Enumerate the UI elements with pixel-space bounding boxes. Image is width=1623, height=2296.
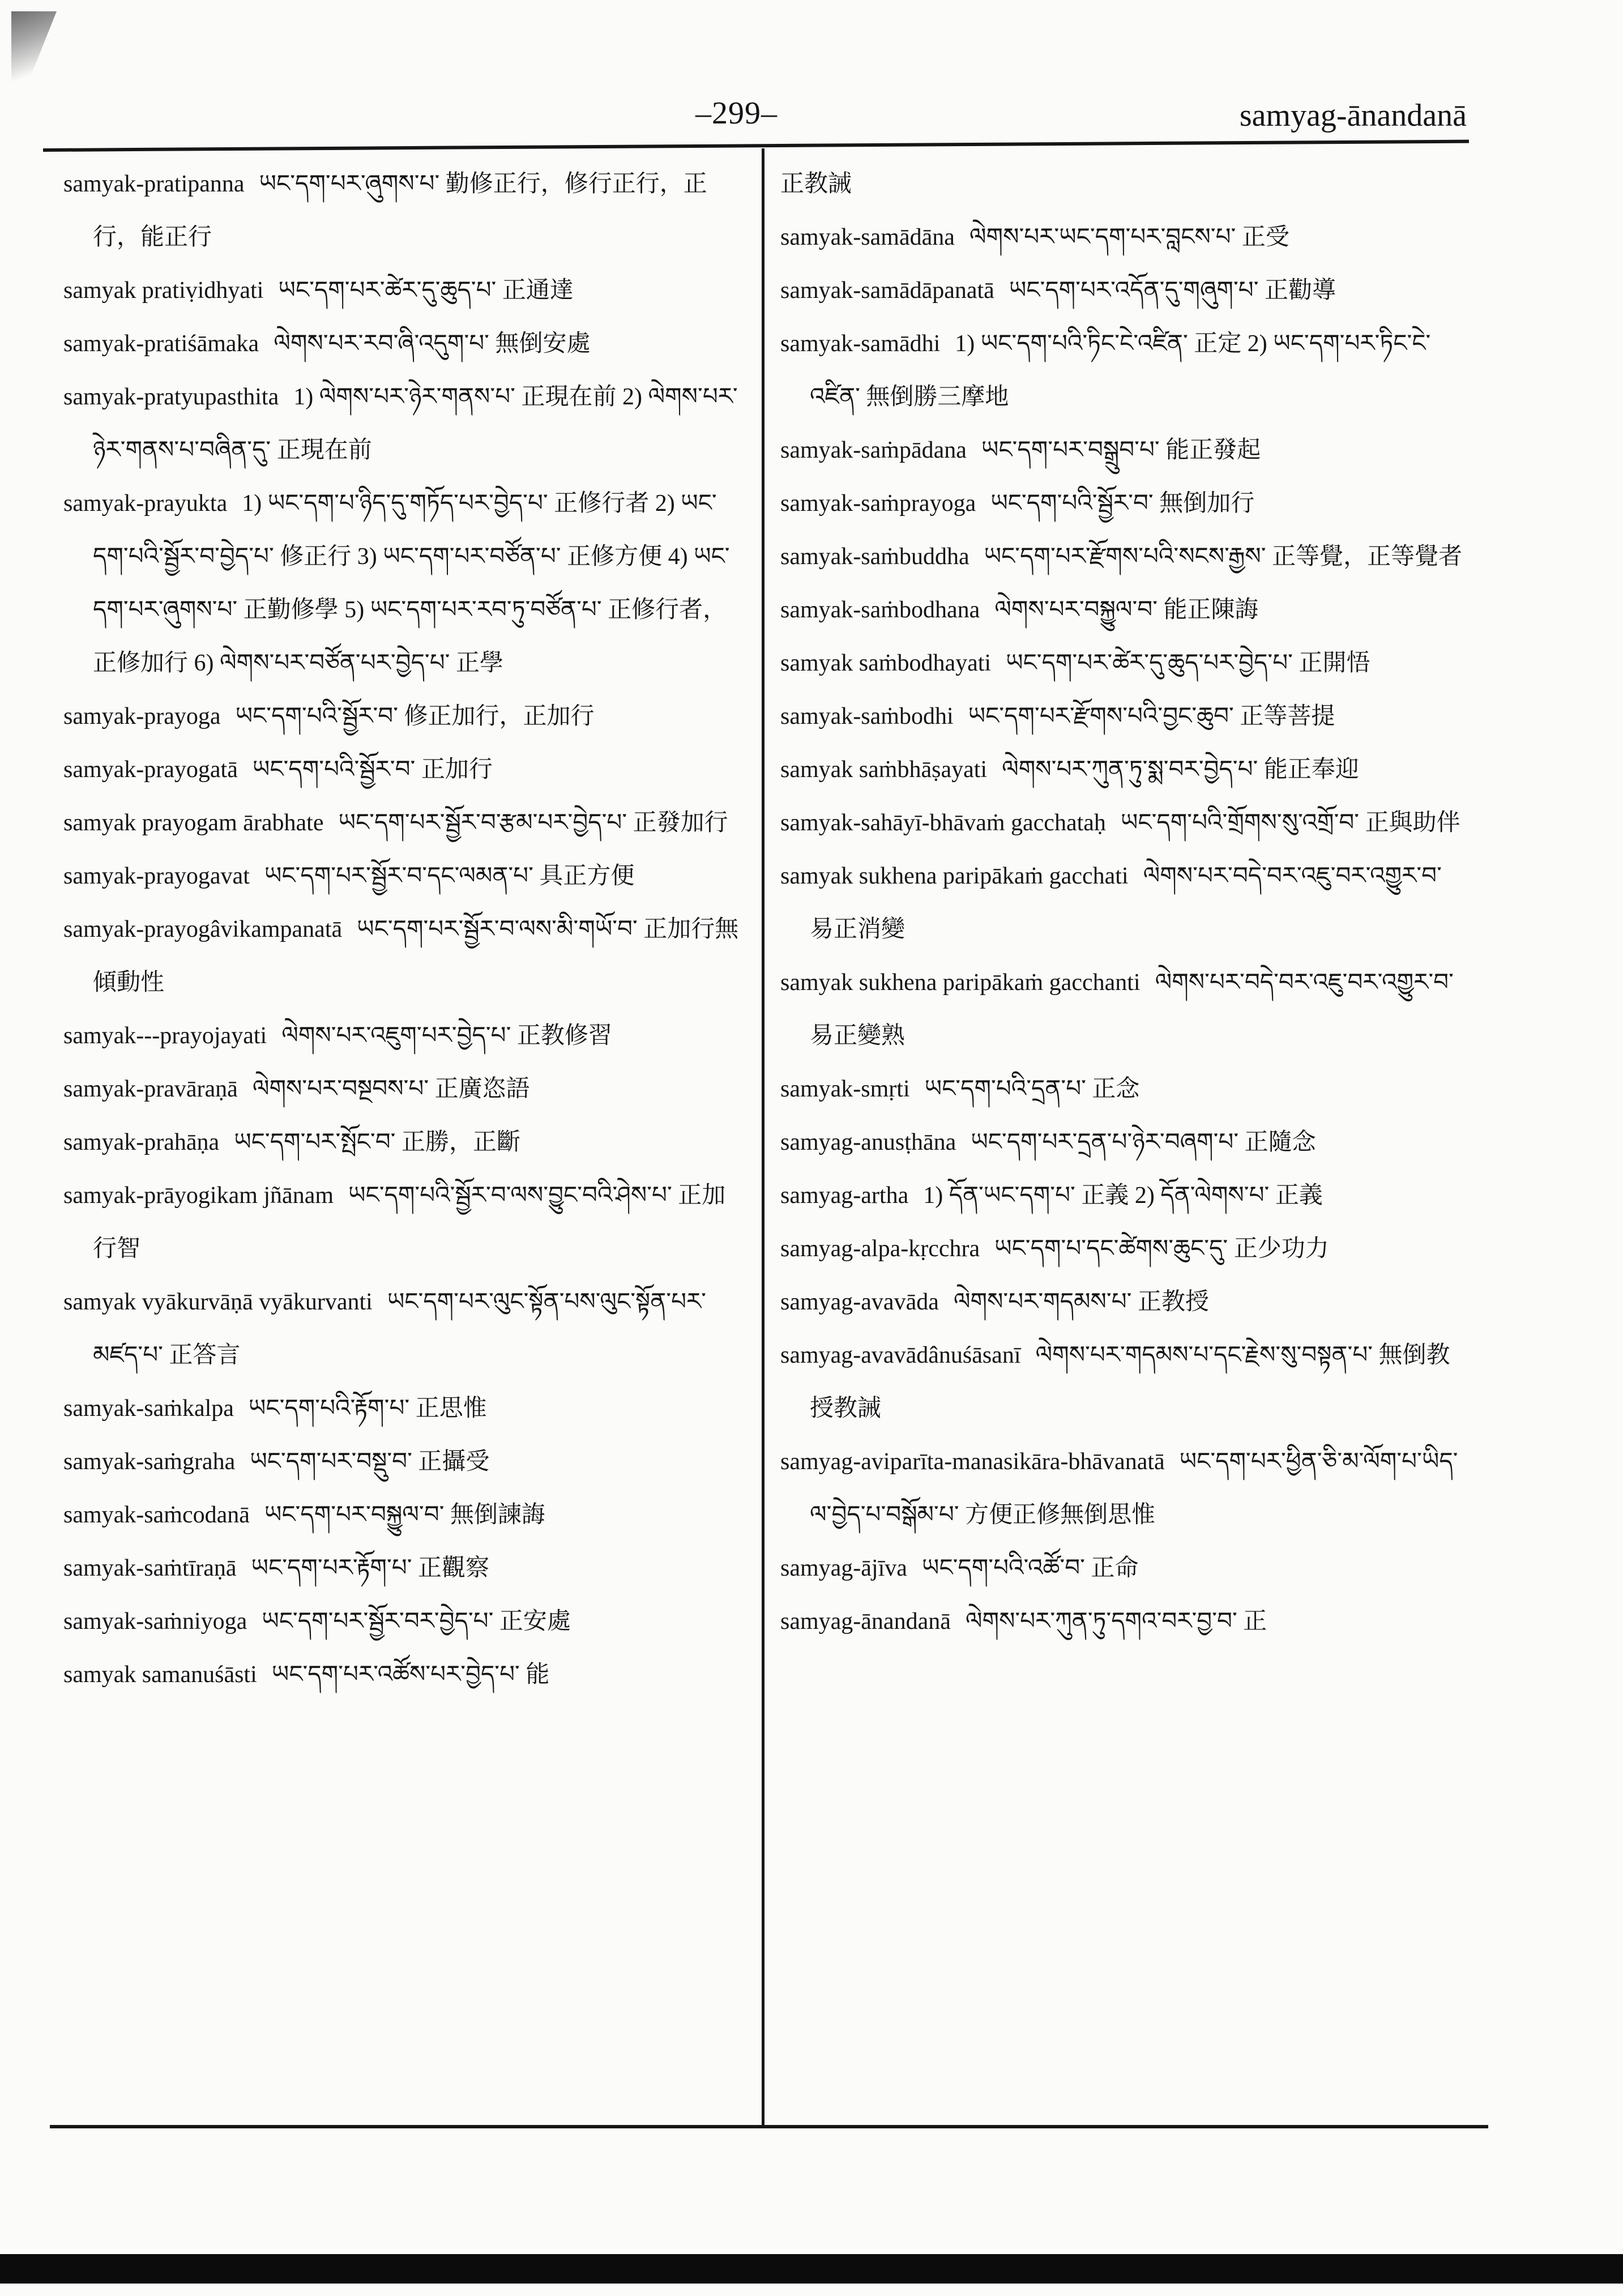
entry-headword: samyak-samādāpanatā xyxy=(780,278,994,304)
dictionary-entry xyxy=(780,1329,1471,1435)
entry-headword: samyak saṁbodhayati xyxy=(780,650,992,676)
entry-headword: samyak saṁbhāṣayati xyxy=(780,757,988,783)
entry-headword: samyag-avavādânuśāsanī xyxy=(780,1342,1021,1368)
entry-headword: samyak-prayukta xyxy=(63,490,228,517)
dictionary-entry xyxy=(780,1595,1471,1648)
entry-headword: samyak-saṁbuddha xyxy=(780,544,969,570)
dictionary-entry xyxy=(63,157,749,264)
entry-gloss: ལེགས་པར་བདེ་བར་འཇུ་བར་འགྱུར་བ་ 易正變熟 xyxy=(810,970,1454,1049)
entry-headword: samyak-prahāṇa xyxy=(63,1129,220,1155)
entry-headword: samyak sukhena paripākaṁ gacchanti xyxy=(780,970,1141,996)
entry-gloss: ཡང་དག་པར་སྦྱོར་བ་རྩམ་པར་བྱེད་པ་ 正發加行 xyxy=(338,810,728,836)
entry-headword: samyag-avavāda xyxy=(780,1289,939,1315)
entry-headword: samyag-artha xyxy=(780,1183,909,1209)
entry-headword: samyak-saṁbodhana xyxy=(780,597,980,623)
dictionary-entry xyxy=(63,690,749,743)
dictionary-entry xyxy=(63,1169,749,1275)
entry-gloss: 正教誡 xyxy=(780,171,852,197)
entry-headword: samyak-saṁniyoga xyxy=(63,1608,247,1634)
bottom-rule xyxy=(50,2125,1488,2128)
entry-gloss: ཡང་དག་པའི་སྦྱོར་བ་ 正加行 xyxy=(252,757,493,783)
dictionary-entry xyxy=(780,850,1471,956)
dictionary-entry xyxy=(780,743,1471,796)
entry-gloss: 1) ལེགས་པར་ཉེར་གནས་པ་ 正現在前 2) ལེགས་པར་ཉེར་གནས་པ་བཞིན་དུ་ 正現在前 xyxy=(93,384,738,463)
entry-gloss: ཡང་དག་པར་དྲན་པ་ཉེར་བཞག་པ་ 正隨念 xyxy=(971,1129,1316,1155)
entry-gloss: ཡང་དག་པར་ལུང་སྟོན་པས་ལུང་སྟོན་པར་མཛད་པ་ 正答言 xyxy=(93,1289,707,1368)
dictionary-entry xyxy=(63,477,749,690)
entry-headword: samyag-ānandanā xyxy=(780,1608,951,1634)
entry-gloss: ཡང་དག་པའི་དྲན་པ་ 正念 xyxy=(924,1076,1140,1102)
entry-gloss: ཡང་དག་པར་ཞུགས་པ་ 勤修正行，修行正行，正行，能正行 xyxy=(93,171,707,250)
entry-gloss: ཡང་དག་པར་སྤོང་བ་ 正勝，正斷 xyxy=(234,1129,520,1155)
entry-headword: samyak-pratyupasthita xyxy=(63,384,279,410)
dictionary-entry xyxy=(780,1062,1471,1116)
entry-gloss: ལེགས་པར་ཀུན་ཏུ་སྨ་བར་བྱེད་པ་ 能正奉迎 xyxy=(1002,757,1359,783)
dictionary-entry xyxy=(780,1222,1471,1275)
entry-gloss: ཡང་དག་པ་དང་ཚེགས་ཆུང་དུ་ 正少功力 xyxy=(994,1236,1329,1262)
entry-headword: samyak-saṁcodanā xyxy=(63,1502,250,1528)
entry-gloss: ཡང་དག་པར་བསྐྱུལ་བ་ 無倒諫誨 xyxy=(264,1502,545,1528)
dictionary-entry xyxy=(780,637,1471,690)
entry-headword: samyak-prayogatā xyxy=(63,757,238,783)
entry-gloss: ལེགས་པར་ཀུན་ཏུ་དགའ་བར་བྱ་བ་ 正 xyxy=(965,1608,1267,1634)
entry-headword: samyak-sahāyī-bhāvaṁ gacchataḥ xyxy=(780,810,1106,836)
entry-headword: samyak pratiṿidhyati xyxy=(63,278,264,304)
entry-headword: samyak-samādhi xyxy=(780,331,941,357)
entry-gloss: ཡང་དག་པར་སྦྱོར་བ་ལས་མི་གཡོ་བ་ 正加行無傾動性 xyxy=(93,916,739,996)
dictionary-entry xyxy=(63,264,749,317)
entry-headword: samyak samanuśāsti xyxy=(63,1662,257,1688)
entry-gloss: 1) ཡང་དག་པ་ཉིད་དུ་གཏོད་པར་བྱེད་པ་ 正修行者 2) ཡང་དག་པའི་སྦྱོར་བ་བྱེད་པ་ 修正行 3) ཡང་དག་པར་བཙོན་པ་ 正修方便 4) ཡང་དག་པར་ཞུགས་པ་ 正勤修學 5) ཡང་དག་པར་རབ་ཏུ་བཙོན་པ་ 正修行者，正修加行 6) ལེགས་པར་བཙོན་པར་བྱེད་པ་ 正學 xyxy=(93,490,730,676)
entry-gloss: ལེགས་པར་བདེ་བར་འཇུ་བར་འགྱུར་བ་ 易正消變 xyxy=(810,863,1442,942)
dictionary-entry xyxy=(63,1062,749,1116)
dictionary-entry xyxy=(63,743,749,796)
top-rule xyxy=(43,140,1469,152)
dictionary-entry xyxy=(63,903,749,1009)
entry-headword: samyak-saṁbodhi xyxy=(780,703,954,729)
entry-gloss: 1) ཡང་དག་པའི་ཏིང་ངེ་འཛིན་ 正定 2) ཡང་དག་པར་ཏིང་ངེ་འཛིན་ 無倒勝三摩地 xyxy=(810,331,1431,410)
dictionary-entry xyxy=(63,1382,749,1435)
entry-gloss: ལེགས་པར་གདམས་པ་དང་རྗེས་སུ་བསྟན་པ་ 無倒教授教誡 xyxy=(810,1342,1450,1422)
dictionary-entry xyxy=(780,1116,1471,1169)
entry-headword: samyak-smṛti xyxy=(780,1076,910,1102)
dictionary-entry xyxy=(63,1488,749,1542)
entry-headword: samyak-pratipanna xyxy=(63,171,245,197)
entry-headword: samyak-samādāna xyxy=(780,224,955,250)
entry-gloss: ཡང་དག་པར་འདོན་དུ་གཞུག་པ་ 正勸導 xyxy=(1009,278,1336,304)
entry-headword: samyak-prayoga xyxy=(63,703,221,729)
entry-gloss: ཡང་དག་པའི་གྲོགས་སུ་འགྲོ་བ་ 正與助伴 xyxy=(1120,810,1460,836)
dictionary-entry xyxy=(780,1275,1471,1329)
entry-headword: samyak-saṁgraha xyxy=(63,1449,236,1475)
entry-gloss: ཡང་དག་པར་ཚེར་དུ་ཆུད་པར་བྱེད་པ་ 正開悟 xyxy=(1006,650,1370,676)
entry-gloss: ཡང་དག་པར་འཚོས་པར་བྱེད་པ་ 能 xyxy=(271,1662,550,1688)
entry-gloss: ཡང་དག་པར་ཚེར་དུ་ཆུད་པ་ 正通達 xyxy=(278,278,574,304)
entry-headword: samyak prayogam ārabhate xyxy=(63,810,324,836)
dictionary-entry xyxy=(780,530,1471,583)
page-number: –299– xyxy=(695,96,778,131)
entry-headword: samyak-saṁprayoga xyxy=(780,490,976,517)
right-column xyxy=(780,157,1471,1648)
entry-gloss: ལེགས་པར་རབ་ཞི་འདུག་པ་ 無倒安處 xyxy=(274,331,591,357)
dictionary-entry xyxy=(63,1595,749,1648)
dictionary-entry xyxy=(63,1009,749,1062)
entry-gloss: ལེགས་པར་ཡང་དག་པར་བླངས་པ་ 正受 xyxy=(969,224,1289,250)
entry-headword: samyak-prāyogikam jñānam xyxy=(63,1183,334,1209)
entry-headword: samyak sukhena paripākaṁ gacchati xyxy=(780,863,1129,889)
dictionary-entry xyxy=(63,1275,749,1382)
entry-gloss: ཡང་དག་པར་བསྒྲུབ་པ་ 能正發起 xyxy=(981,437,1261,463)
entry-headword: samyak-saṁkalpa xyxy=(63,1395,234,1422)
entry-headword: samyak-saṁpādana xyxy=(780,437,967,463)
entry-gloss: ཡང་དག་པར་ཕྱིན་ཅི་མ་ལོག་པ་ཡིད་ལ་བྱེད་པ་བསྒོམ་པ་ 方便正修無倒思惟 xyxy=(810,1449,1458,1528)
entry-headword: samyak-pratiśāmaka xyxy=(63,331,259,357)
column-divider xyxy=(762,148,764,2127)
dictionary-entry xyxy=(780,477,1471,530)
dictionary-entry xyxy=(63,317,749,370)
entry-gloss: ཡང་དག་པའི་སྦྱོར་བ་ 修正加行，正加行 xyxy=(235,703,595,729)
dictionary-entry xyxy=(780,690,1471,743)
entry-gloss: 1) དོན་ཡང་དག་པ་ 正義 2) དོན་ལེགས་པ་ 正義 xyxy=(923,1183,1323,1209)
dictionary-entry xyxy=(780,211,1471,264)
entry-headword: samyag-ājīva xyxy=(780,1555,907,1581)
scan-bottom-band xyxy=(0,2254,1623,2284)
entry-headword: samyag-anusṭhāna xyxy=(780,1129,956,1155)
entry-gloss: ལེགས་པར་བསྐྱུལ་བ་ 能正陳誨 xyxy=(994,597,1259,623)
dictionary-entry xyxy=(63,370,749,477)
dictionary-entry xyxy=(780,424,1471,477)
entry-headword: samyak-prayogâvikampanatā xyxy=(63,916,343,942)
dictionary-entry xyxy=(780,264,1471,317)
dictionary-entry xyxy=(780,796,1471,850)
entry-gloss: ཡང་དག་པའི་འཚོ་བ་ 正命 xyxy=(921,1555,1139,1581)
dictionary-entry xyxy=(780,1169,1471,1222)
entry-headword: samyak-saṁtīraṇā xyxy=(63,1555,237,1581)
dictionary-entry xyxy=(780,157,1471,211)
running-head: samyag-ānandanā xyxy=(1239,98,1467,133)
dictionary-entry xyxy=(780,317,1471,424)
dictionary-entry xyxy=(63,1116,749,1169)
dictionary-entry xyxy=(63,1435,749,1488)
dictionary-entry xyxy=(780,1542,1471,1595)
dictionary-entry xyxy=(780,583,1471,637)
entry-headword: samyag-alpa-kṛcchra xyxy=(780,1236,980,1262)
entry-gloss: ཡང་དག་པའི་སྦྱོར་བ་ 無倒加行 xyxy=(990,490,1255,517)
entry-headword: samyak-pravāraṇā xyxy=(63,1076,238,1102)
dictionary-entry xyxy=(780,956,1471,1062)
entry-gloss: ཡང་དག་པར་སྦྱོར་བར་བྱེད་པ་ 正安處 xyxy=(262,1608,571,1634)
entry-gloss: ཡང་དག་པར་སྦྱོར་བ་དང་ལམན་པ་ 具正方便 xyxy=(264,863,635,889)
entry-gloss: ལེགས་པར་བསྔབས་པ་ 正廣恣語 xyxy=(252,1076,530,1102)
dictionary-entry xyxy=(63,1648,749,1701)
entry-gloss: ཡང་དག་པར་བསྡུ་བ་ 正攝受 xyxy=(250,1449,490,1475)
dictionary-entry xyxy=(63,1542,749,1595)
entry-gloss: ལེགས་པར་གདམས་པ་ 正教授 xyxy=(953,1289,1209,1315)
entry-headword: samyak---prayojayati xyxy=(63,1023,267,1049)
dictionary-entry xyxy=(63,796,749,850)
scan-corner-shading xyxy=(11,11,57,91)
entry-gloss: ལེགས་པར་འཇུག་པར་བྱེད་པ་ 正教修習 xyxy=(281,1023,612,1049)
entry-gloss: ཡང་དག་པའི་སྦྱོར་བ་ལས་བྱུང་བའི་ཤེས་པ་ 正加行智 xyxy=(93,1183,726,1262)
entry-headword: samyak vyākurvāṇā vyākurvanti xyxy=(63,1289,373,1315)
left-column xyxy=(63,157,749,1701)
entry-headword: samyag-aviparīta-manasikāra-bhāvanatā xyxy=(780,1449,1165,1475)
entry-gloss: ཡང་དག་པར་རྫོགས་པའི་བྱང་ཆུབ་ 正等菩提 xyxy=(968,703,1335,729)
dictionary-entry xyxy=(780,1435,1471,1542)
entry-headword: samyak-prayogavat xyxy=(63,863,250,889)
entry-gloss: ཡང་དག་པར་རྟོག་པ་ 正觀察 xyxy=(251,1555,490,1581)
dictionary-entry xyxy=(63,850,749,903)
entry-gloss: ཡང་དག་པར་རྫོགས་པའི་སངས་རྒྱས་ 正等覺，正等覺者 xyxy=(984,544,1463,570)
entry-gloss: ཡང་དག་པའི་རྟོག་པ་ 正思惟 xyxy=(248,1395,487,1422)
